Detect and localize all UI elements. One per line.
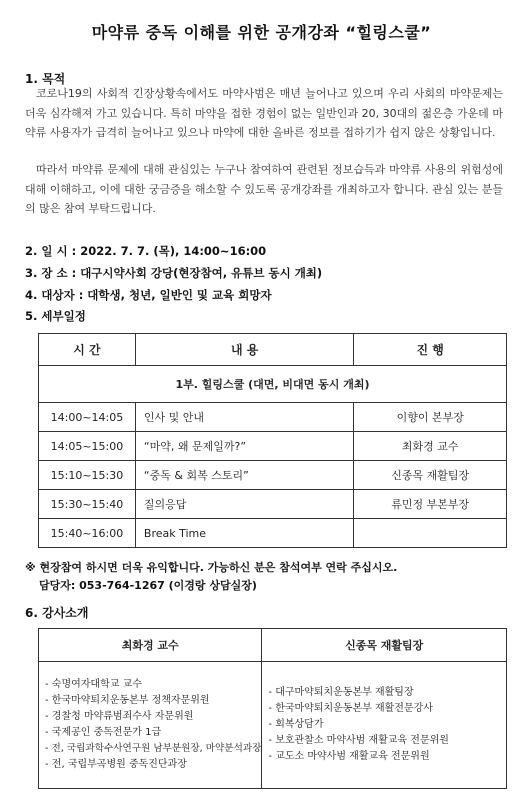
schedule-time: 15:40~16:00 bbox=[39, 519, 136, 548]
table-row bbox=[39, 490, 507, 519]
col-header-host: 진 행 bbox=[354, 334, 507, 366]
lecturer-header-row bbox=[39, 629, 507, 662]
table-row bbox=[39, 461, 507, 490]
schedule-table bbox=[38, 333, 507, 548]
list-item: - 전, 국립과학수사연구원 남부분원장, 마약분석과장 bbox=[45, 741, 261, 757]
list-item: - 보호관찰소 마약사범 재활교육 전문위원 bbox=[268, 733, 506, 749]
schedule-time: 15:30~15:40 bbox=[39, 490, 136, 519]
table-row bbox=[39, 403, 507, 432]
schedule-part-row bbox=[39, 366, 507, 403]
career-list bbox=[262, 685, 506, 765]
list-item: - 대구마약퇴치운동본부 재활팀장 bbox=[268, 685, 506, 701]
schedule-time: 14:05~15:00 bbox=[39, 432, 136, 461]
purpose-paragraph-2: 따라서 마약류 문제에 대해 관심있는 누구나 참여하여 관련된 정보습득과 마약류 사용의 위험성에 대해 이해하고, 이에 대한 궁금증을 해소할 수 있도록 공개강좌를 개최하고자 합니다. 관심 있는 분들의 많은 참여 부탁드립니다. bbox=[25, 163, 503, 215]
contact-info: 담당자: 053-764-1267 (이경랑 상담실장) bbox=[39, 579, 257, 592]
career-list bbox=[39, 677, 261, 773]
col-header-time: 시 간 bbox=[39, 334, 136, 366]
schedule-host: 최화경 교수 bbox=[354, 432, 507, 461]
table-row bbox=[39, 519, 507, 548]
schedule-header-row bbox=[39, 334, 507, 366]
lecturer-section-heading: 6. 강사소개 bbox=[25, 606, 89, 620]
lecturer-name: 최화경 교수 bbox=[39, 629, 262, 662]
schedule-time: 14:00~14:05 bbox=[39, 403, 136, 432]
attendance-note-text: ※ 현장참여 하시면 더욱 유익합니다. 가능하신 분은 참석여부 연락 주십시오. bbox=[25, 561, 398, 574]
schedule-host: 류민정 부본부장 bbox=[354, 490, 507, 519]
lecturer-table bbox=[38, 628, 507, 789]
schedule-heading: 5. 세부일정 bbox=[25, 309, 86, 323]
event-target: 4. 대상자 : 대학생, 청년, 일반인 및 교육 희망자 bbox=[25, 288, 272, 302]
list-item: - 한국마약퇴치운동본부 재활전문강사 bbox=[268, 701, 506, 717]
purpose-paragraph-1: 코로나19의 사회적 긴장상황속에서도 마약사범은 매년 늘어나고 있으며 우리 사회의 마약문제는 더욱 심각해져 가고 있습니다. 특히 마약을 접한 경험이 없는 일반인과 20, 30대의 젊은층 가운데 마약류 사용자가 급격히 늘어나고 있으나 마약에 대한 올바른 정보를 접하기가 쉽지 않은 상황입니다. bbox=[25, 87, 503, 139]
event-date: 2. 일 시 : 2022. 7. 7. (목), 14:00~16:00 bbox=[25, 244, 267, 258]
list-item: - 교도소 마약사범 재활교육 전문위원 bbox=[268, 749, 506, 765]
lecturer-career-cell bbox=[262, 662, 507, 789]
table-row bbox=[39, 432, 507, 461]
attendance-note bbox=[25, 559, 397, 595]
schedule-content: 인사 및 안내 bbox=[135, 403, 353, 432]
lecturer-career-cell bbox=[39, 662, 262, 789]
schedule-content: “마약, 왜 문제일까?” bbox=[135, 432, 353, 461]
schedule-time: 15:10~15:30 bbox=[39, 461, 136, 490]
list-item: - 국제공인 중독전문가 1급 bbox=[45, 725, 261, 741]
schedule-part-label: 1부. 힐링스쿨 (대면, 비대면 동시 개최) bbox=[39, 366, 507, 403]
col-header-content: 내 용 bbox=[135, 334, 353, 366]
list-item: - 전, 국립부곡병원 중독진단과장 bbox=[45, 757, 261, 773]
list-item: - 회복상담가 bbox=[268, 717, 506, 733]
event-place: 3. 장 소 : 대구시약사회 강당(현장참여, 유튜브 동시 개최) bbox=[25, 266, 323, 280]
schedule-host: 이향이 본부장 bbox=[354, 403, 507, 432]
page-title: 마약류 중독 이해를 위한 공개강좌 “힐링스쿨” bbox=[91, 23, 432, 42]
schedule-content: Break Time bbox=[135, 519, 353, 548]
schedule-content: 질의응답 bbox=[135, 490, 353, 519]
list-item: - 숙명여자대학교 교수 bbox=[45, 677, 261, 693]
schedule-host bbox=[354, 519, 507, 548]
lecturer-career-row bbox=[39, 662, 507, 789]
section-purpose-heading: 1. 목적 bbox=[25, 72, 66, 86]
lecturer-name: 신종목 재활팀장 bbox=[262, 629, 507, 662]
schedule-content: “중독 & 회복 스토리” bbox=[135, 461, 353, 490]
list-item: - 한국마약퇴치운동본부 정책자문위원 bbox=[45, 693, 261, 709]
schedule-host: 신종목 재활팀장 bbox=[354, 461, 507, 490]
list-item: - 경찰청 마약류범죄수사 자문위원 bbox=[45, 709, 261, 725]
